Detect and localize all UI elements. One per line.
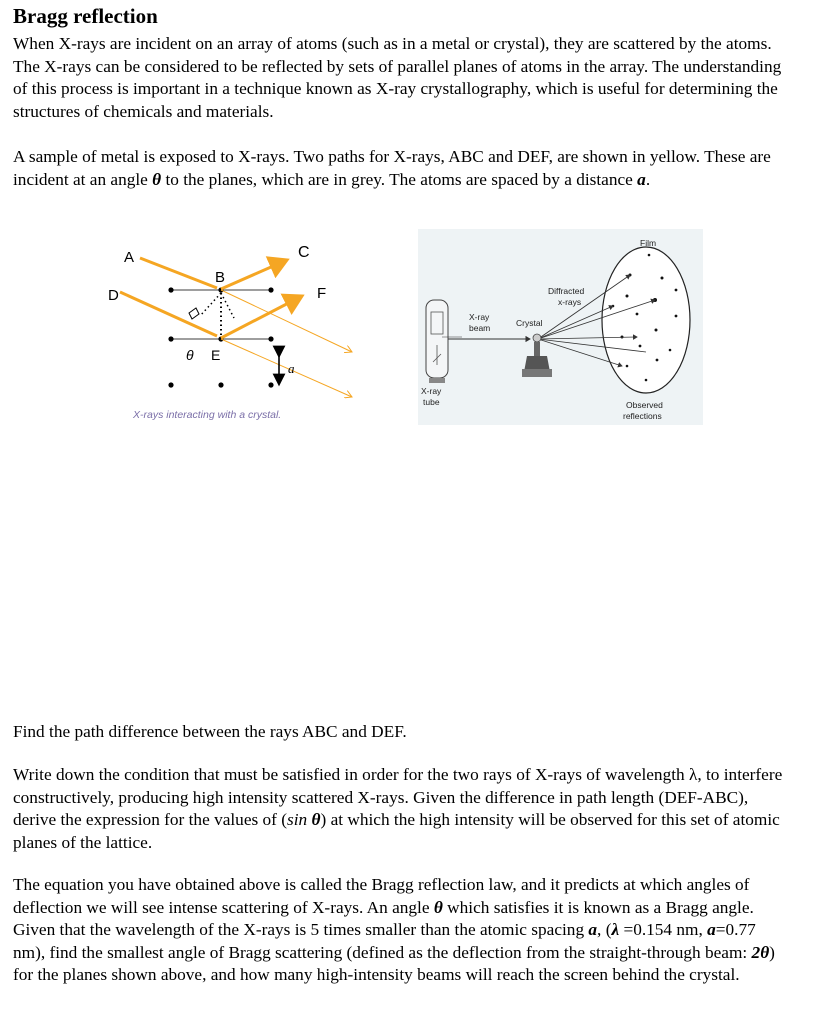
ray-e-f bbox=[221, 296, 302, 338]
theta-symbol: θ bbox=[433, 897, 443, 917]
q3-text-d: =0.154 nm, bbox=[619, 920, 708, 940]
crystal-diagram bbox=[100, 230, 360, 430]
observed-label-1: Observed bbox=[626, 400, 663, 410]
q3-text-c: , ( bbox=[597, 920, 612, 940]
ray-b-c bbox=[221, 260, 287, 289]
setup-text-c: . bbox=[645, 169, 651, 189]
lambda-symbol: λ bbox=[611, 920, 620, 940]
q3-text-b: which satisfies it is known as a Bragg angle. Given that the wavelength of the X-rays is 5 times smaller than the atomic spacing bbox=[13, 897, 754, 940]
thin-ray-2 bbox=[221, 339, 352, 397]
dotted-perp-1 bbox=[221, 293, 234, 318]
a-symbol: a bbox=[637, 169, 646, 189]
q2-text-b: ) at which the high intensity will be observed for this set of atomic planes of the lattice. bbox=[13, 810, 780, 852]
setup-text-b: to the planes, which are in grey. The atoms are spaced by a distance bbox=[161, 169, 638, 189]
ray-a-b bbox=[140, 258, 217, 288]
dotted-perp-2 bbox=[200, 293, 221, 316]
q3-text-f: ) for the planes shown above, and how many high-intensity beams will reach the screen behind the crystal. bbox=[13, 942, 775, 985]
label-theta: θ bbox=[186, 347, 194, 363]
label-b: B bbox=[215, 269, 226, 286]
question-constructive-interference bbox=[13, 764, 788, 854]
beam-label-1: X-ray bbox=[469, 312, 490, 322]
diffraction-setup-diagram bbox=[418, 229, 703, 425]
setup-paragraph bbox=[13, 146, 788, 191]
question-bragg-angle bbox=[13, 874, 788, 987]
diffracted-label-2: x-rays bbox=[558, 297, 582, 307]
page-title: Bragg reflection bbox=[13, 4, 158, 28]
crystal-label: Crystal bbox=[516, 318, 543, 328]
figure-caption: X-rays interacting with a crystal. bbox=[133, 409, 282, 421]
film-ellipse bbox=[602, 247, 690, 393]
sin-text: sin bbox=[287, 810, 312, 830]
label-f: F bbox=[317, 285, 327, 302]
thin-ray-1 bbox=[221, 290, 352, 352]
right-angle-mark bbox=[189, 308, 199, 319]
beam-label-2: beam bbox=[469, 323, 491, 333]
label-spacing-a: a bbox=[288, 361, 295, 376]
label-a: A bbox=[124, 249, 135, 266]
diffracted-label-1: Diffracted bbox=[548, 286, 585, 296]
observed-label-2: reflections bbox=[623, 411, 662, 421]
label-d: D bbox=[108, 287, 119, 304]
crystal bbox=[533, 334, 541, 342]
a-symbol: a bbox=[588, 920, 598, 940]
tube-label-1: X-ray bbox=[421, 386, 442, 396]
theta-symbol: θ bbox=[152, 169, 162, 189]
setup-text-a: A sample of metal is exposed to X-rays. Two paths for X-rays, ABC and DEF, are shown in yellow. These are incident at an angle bbox=[13, 147, 771, 189]
tube-label-2: tube bbox=[423, 397, 440, 407]
q2-text-a: Write down the condition that must be satisfied in order for the two rays of X-rays of wavelength λ, to interfere constructively, producing high intensity scattered X-rays. Given the difference in path length (DEF-ABC), derive the expression for the values of ( bbox=[13, 765, 783, 830]
label-c: C bbox=[298, 244, 310, 261]
a-symbol: a bbox=[707, 920, 716, 940]
intro-paragraph: When X-rays are incident on an array of atoms (such as in a metal or crystal), they are scattered by the atoms. The X-rays can be considered to be reflected by sets of parallel planes of atoms in the array. The understanding of this process is important in a technique known as X-ray crystallography, which is useful for determining the structures of chemicals and materials. bbox=[13, 34, 782, 121]
question-path-difference: Find the path difference between the rays ABC and DEF. bbox=[13, 722, 407, 741]
theta-symbol: θ bbox=[311, 810, 321, 830]
two-theta-symbol: 2θ bbox=[751, 942, 770, 962]
q3-text-e: =0.77 nm), find the smallest angle of Bragg scattering (defined as the deflection from the straight-through beam: bbox=[13, 920, 756, 962]
film-label: Film bbox=[640, 238, 657, 248]
q3-text-a: The equation you have obtained above is called the Bragg reflection law, and it predicts at which angles of deflection we will see intense scattering of X-rays. An angle bbox=[13, 875, 750, 917]
label-e: E bbox=[211, 347, 221, 363]
